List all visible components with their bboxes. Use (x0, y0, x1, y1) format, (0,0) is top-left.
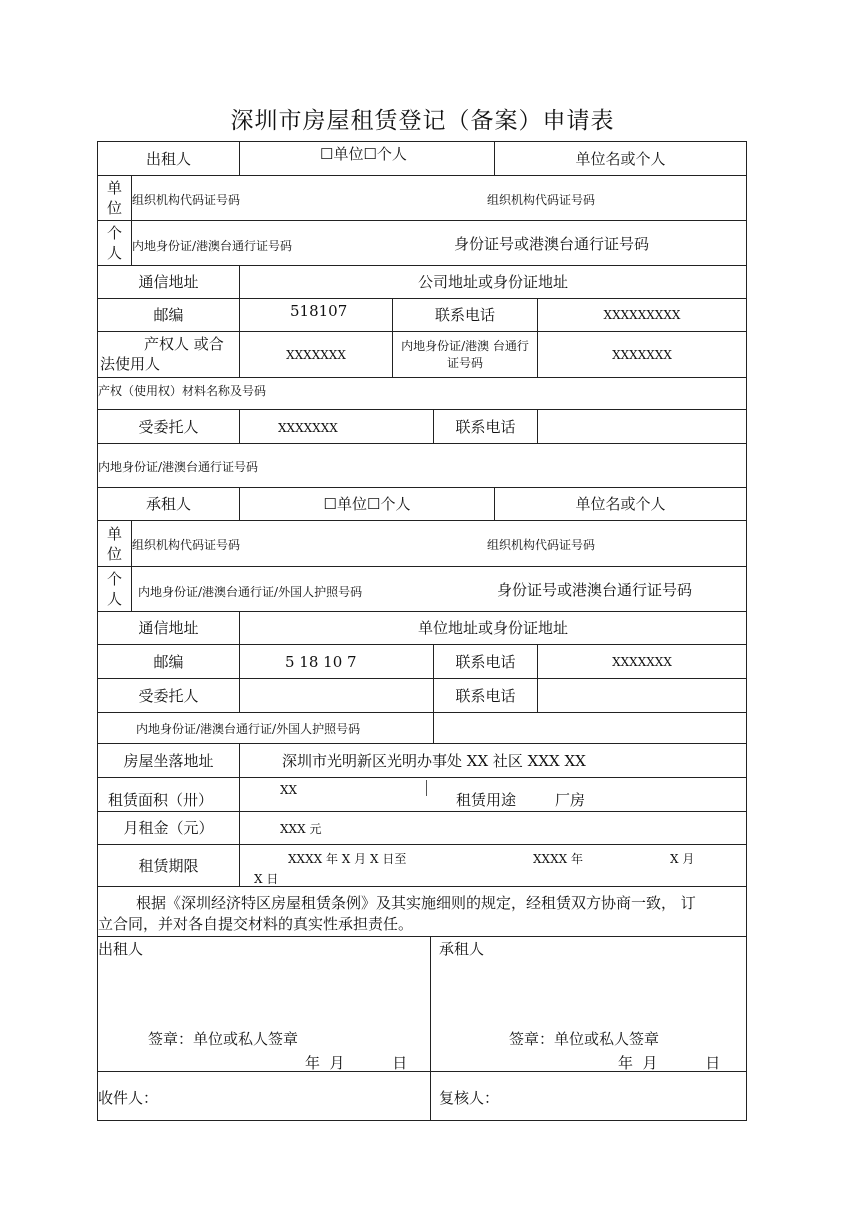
lessee-phone-label: 联系电话 (433, 645, 537, 678)
lessee-type-options[interactable]: ☐单位☐个人 (239, 488, 494, 520)
lessee-agent-phone-label: 联系电话 (433, 679, 537, 712)
lessor-signature-label: 出租人 (98, 940, 144, 958)
lessee-agent-value[interactable] (239, 679, 433, 712)
lessee-row (97, 487, 747, 520)
lessor-type-cell[interactable] (239, 142, 494, 175)
location-label: 房屋坐落地址 (123, 751, 214, 770)
lessee-address-label: 通信地址 (138, 619, 199, 637)
lessor-label: 出租人 (145, 149, 191, 168)
signature-row (97, 936, 747, 1071)
lessee-agent-label: 受委托人 (138, 686, 199, 705)
property-doc-row (97, 377, 747, 409)
area-value[interactable]: XX (280, 783, 298, 797)
term-cell[interactable] (239, 845, 746, 886)
rent-value[interactable]: XXX 元 (280, 822, 322, 836)
declaration-row (97, 886, 747, 936)
declaration-line-2: 立合同，并对各自提交材料的真实性承担责任。 (98, 915, 414, 933)
lessee-org-code-value[interactable]: 组织机构代码证号码 (487, 538, 596, 552)
lessee-id-label: 内地身份证/港澳台通行证/外国人护照号码 (138, 585, 363, 599)
lessee-agent-id-cell (98, 713, 433, 743)
area-label-cell (98, 778, 239, 811)
location-cell[interactable] (239, 744, 746, 777)
lessee-agent-id-label: 内地身份证/港澳台通行证/外国人护照号码 (136, 722, 361, 736)
owner-row (97, 331, 747, 377)
rent-row (97, 811, 747, 844)
term-row (97, 844, 747, 886)
lessee-name-cell[interactable]: 单位名或个人 (494, 488, 746, 520)
declaration-line-1: 根据《深圳经济特区房屋租赁条例》及其实施细则的规定，经租赁双方协商一致， 订 (136, 894, 696, 912)
lessee-postcode-value[interactable]: 5 18 10 7 (285, 653, 357, 671)
area-row (97, 777, 747, 811)
lessor-name-cell[interactable]: 单位名或个人 (494, 142, 746, 175)
lessor-address-row (97, 265, 747, 298)
property-doc-label: 产权（使用权）材料名称及号码 (98, 384, 267, 398)
lessor-agent-row (97, 409, 747, 443)
lessor-id-label: 内地身份证/港澳台通行证号码 (132, 239, 293, 253)
receiver-label: 收件人： (98, 1089, 159, 1107)
lessor-id-cell[interactable] (131, 221, 746, 265)
lessee-agent-row (97, 678, 747, 712)
lessee-unit-row (97, 520, 747, 566)
lessee-seal-text: 签章：单位或私人签章 (509, 1030, 660, 1048)
lessor-sign-date: 年 月 日 (305, 1054, 408, 1072)
lessee-address-value[interactable]: 单位地址或身份证地址 (239, 612, 746, 644)
lessee-id-cell[interactable] (131, 567, 746, 611)
area-use-cell[interactable] (239, 778, 746, 811)
lessee-org-code-label: 组织机构代码证号码 (132, 538, 241, 552)
lessor-seal-text: 签章：单位或私人签章 (148, 1030, 299, 1048)
lessor-agent-id-label: 内地身份证/港澳台通行证号码 (98, 460, 259, 474)
lessee-person-label: 个 人 (106, 570, 122, 608)
lessee-id-value[interactable]: 身份证号或港澳台通行证号码 (497, 581, 693, 599)
location-row (97, 743, 747, 777)
lessee-org-code-cell[interactable] (131, 521, 746, 566)
lessee-phone-value[interactable]: XXXXXXX (537, 645, 746, 678)
use-label: 租赁用途 (456, 791, 517, 809)
lessor-agent-id-row (97, 443, 747, 487)
lessee-unit-label: 单 位 (106, 524, 122, 563)
reviewer-label: 复核人： (439, 1089, 500, 1107)
lessor-agent-label: 受委托人 (138, 417, 199, 436)
lessee-agent-phone-value[interactable] (537, 679, 746, 712)
rent-cell[interactable] (239, 812, 746, 844)
lessor-person-label: 个 人 (106, 224, 122, 262)
area-divider (426, 780, 427, 796)
lessee-postcode-cell[interactable] (239, 645, 433, 678)
lessor-postcode-value[interactable]: 518107 (290, 302, 348, 320)
term-start[interactable]: XXXX 年 X 月 X 日至 (288, 852, 407, 866)
lessor-org-code-label: 组织机构代码证号码 (132, 193, 241, 207)
lessor-agent-cell[interactable] (239, 410, 433, 443)
term-label: 租赁期限 (138, 856, 199, 875)
footer-row (97, 1071, 747, 1121)
lessor-phone-value[interactable]: XXXXXXXXX (537, 299, 746, 331)
form-title: 深圳市房屋租赁登记（备案）申请表 (230, 108, 615, 134)
term-end-month[interactable]: X 月 (670, 852, 695, 866)
lessor-agent-phone-value[interactable] (537, 410, 746, 443)
owner-label-cell (98, 332, 239, 377)
lessor-row (97, 141, 747, 175)
lessee-label: 承租人 (145, 495, 191, 513)
lessor-agent-value[interactable]: XXXXXXX (278, 421, 338, 435)
lessee-agent-id-row (97, 712, 747, 743)
location-value[interactable]: 深圳市光明新区光明办事处 XX 社区 XXX XX (282, 752, 586, 770)
lessor-address-label: 通信地址 (138, 273, 199, 291)
rent-label: 月租金（元） (123, 819, 214, 837)
lessor-unit-label: 单 位 (106, 179, 122, 217)
lessor-postcode-row (97, 298, 747, 331)
lessee-sign-date: 年 月 日 (618, 1054, 721, 1072)
term-end-year[interactable]: XXXX 年 (533, 852, 583, 866)
lessor-id-value[interactable]: 身份证号或港澳台通行证号码 (454, 235, 650, 253)
reviewer-cell[interactable] (430, 1072, 746, 1120)
lessee-signature-cell[interactable] (430, 937, 746, 1071)
lessor-agent-phone-label: 联系电话 (433, 410, 537, 443)
lessor-person-row (97, 220, 747, 265)
use-value[interactable]: 厂房 (555, 791, 586, 809)
lessee-postcode-row (97, 644, 747, 678)
area-label: 租赁面积（卅） (108, 791, 214, 809)
owner-id-label: 内地身份证/港澳 台通行证号码 (392, 332, 537, 377)
lessor-org-code-value[interactable]: 组织机构代码证号码 (487, 193, 596, 207)
lessee-postcode-label: 邮编 (153, 652, 184, 671)
lessor-postcode-cell[interactable] (239, 299, 392, 331)
owner-value[interactable]: XXXXXXX (239, 332, 392, 377)
lessor-phone-label: 联系电话 (392, 299, 537, 331)
lessee-person-row (97, 566, 747, 611)
lessee-agent-id-value[interactable] (433, 713, 746, 743)
lessor-type-options[interactable]: ☐单位☐个人 (320, 145, 407, 163)
lessor-address-value[interactable]: 公司地址或身份证地址 (239, 266, 746, 298)
term-end-day[interactable]: X 日 (254, 872, 279, 886)
lessor-org-code-cell[interactable] (131, 176, 746, 220)
lessor-postcode-label: 邮编 (153, 306, 184, 324)
lessee-address-row (97, 611, 747, 644)
lessor-signature-cell[interactable] (98, 937, 430, 1071)
owner-id-value[interactable]: XXXXXXX (537, 332, 746, 377)
receiver-cell[interactable] (98, 1072, 430, 1120)
owner-label: 产权人 或合法使用人 (100, 335, 224, 373)
lessor-unit-row (97, 175, 747, 220)
lessee-signature-label: 承租人 (439, 940, 485, 958)
